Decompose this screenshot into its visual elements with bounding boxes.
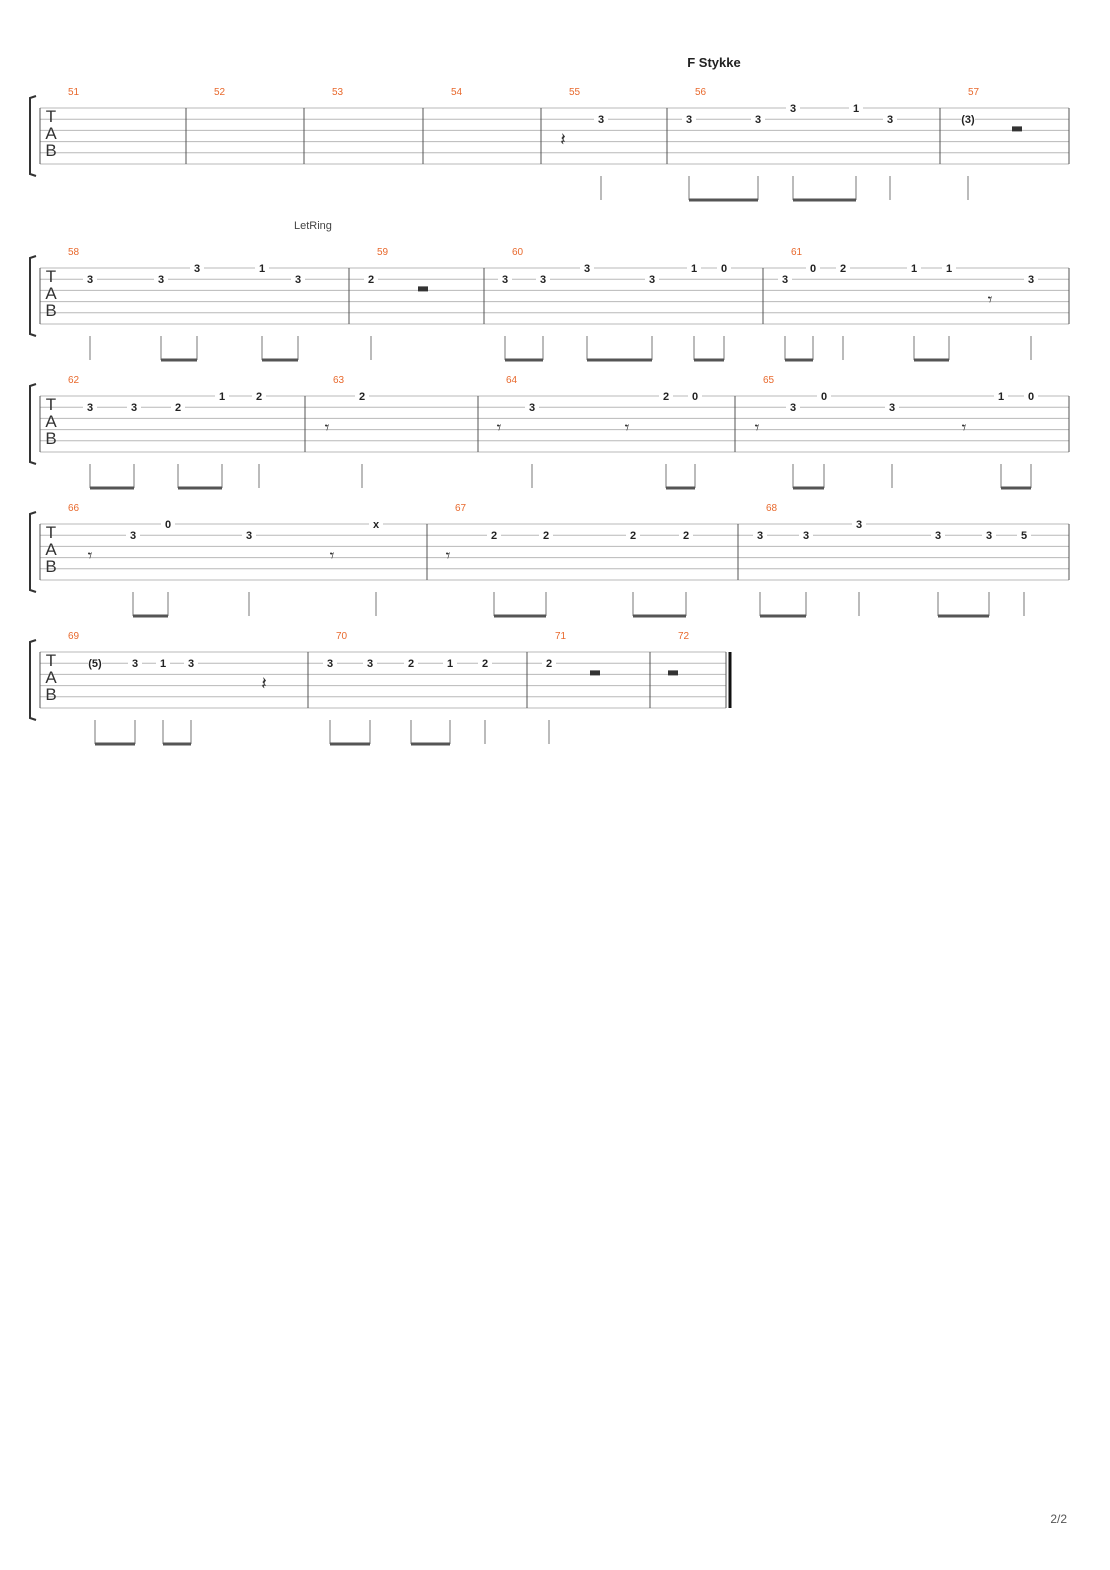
fret-number: 3 — [583, 263, 591, 275]
fret-number: 3 — [886, 114, 894, 127]
fret-number: 3 — [528, 402, 536, 415]
fret-number: 1 — [997, 391, 1005, 403]
tab-system — [30, 631, 730, 744]
fret-number: 1 — [258, 263, 266, 275]
fret-number: 3 — [539, 274, 547, 287]
fret-number: 2 — [255, 391, 263, 403]
fret-number: 3 — [597, 114, 605, 127]
fret-number: 1 — [690, 263, 698, 275]
tab-clef-letter: B — [45, 685, 57, 704]
rest-symbol: 𝄾 — [496, 417, 502, 439]
system-bracket — [30, 96, 36, 176]
fret-number: 3 — [326, 658, 334, 671]
fret-number: 3 — [934, 530, 942, 543]
fret-number: 2 — [839, 263, 847, 275]
tab-system — [30, 87, 1069, 200]
rest-symbol: 𝄾 — [87, 545, 93, 567]
fret-number: 3 — [789, 103, 797, 115]
half-rest — [668, 670, 678, 675]
fret-number: 3 — [781, 274, 789, 287]
section-title: F Stykke — [687, 55, 741, 70]
fret-number: 3 — [789, 402, 797, 415]
tab-clef-letter: B — [45, 557, 57, 576]
system-bracket — [30, 512, 36, 592]
measure-number: 69 — [68, 631, 80, 642]
rest-symbol: 𝄾 — [329, 545, 335, 567]
fret-number: 2 — [481, 658, 489, 671]
fret-number: (3) — [961, 114, 975, 127]
fret-number: x — [372, 519, 380, 531]
fret-number: 1 — [852, 103, 860, 115]
tab-clef-letter: A — [45, 412, 57, 431]
tab-clef-letter: A — [45, 284, 57, 303]
measure-number: 66 — [68, 503, 80, 514]
rest-symbol: 𝄽 — [261, 673, 267, 695]
fret-number: 3 — [685, 114, 693, 127]
measure-number: 53 — [332, 87, 344, 98]
fret-number: 3 — [501, 274, 509, 287]
fret-number: 3 — [888, 402, 896, 415]
fret-number: 2 — [682, 530, 690, 543]
measure-number: 56 — [695, 87, 707, 98]
fret-number: 3 — [754, 114, 762, 127]
fret-number: 2 — [629, 530, 637, 543]
fret-number: 0 — [1027, 391, 1035, 403]
fret-number: 3 — [294, 274, 302, 287]
tab-clef-letter: T — [45, 267, 57, 286]
fret-number: 3 — [129, 530, 137, 543]
half-rest — [418, 286, 428, 291]
fret-number: 3 — [131, 658, 139, 671]
measure-number: 68 — [766, 503, 778, 514]
half-rest — [590, 670, 600, 675]
fret-number: 1 — [945, 263, 953, 275]
measure-number: 65 — [763, 375, 775, 386]
measure-number: 64 — [506, 375, 518, 386]
rest-symbol: 𝄾 — [324, 417, 330, 439]
tab-clef-letter: T — [45, 107, 57, 126]
tab-clef-letter: T — [45, 523, 57, 542]
fret-number: 3 — [855, 519, 863, 531]
rest-symbol: 𝄾 — [624, 417, 630, 439]
fret-number: 0 — [720, 263, 728, 275]
measure-number: 71 — [555, 631, 567, 642]
tab-system — [30, 503, 1069, 616]
fret-number: 1 — [218, 391, 226, 403]
fret-number: 3 — [130, 402, 138, 415]
fret-number: 2 — [662, 391, 670, 403]
tab-clef-letter: A — [45, 540, 57, 559]
system-bracket — [30, 256, 36, 336]
fret-number: 2 — [367, 274, 375, 287]
measure-number: 57 — [968, 87, 980, 98]
fret-number: 3 — [756, 530, 764, 543]
fret-number: 3 — [86, 274, 94, 287]
fret-number: 1 — [159, 658, 167, 671]
tab-clef-letter: A — [45, 124, 57, 143]
fret-number: 1 — [910, 263, 918, 275]
fret-number: 3 — [245, 530, 253, 543]
fret-number: 2 — [174, 402, 182, 415]
measure-number: 60 — [512, 247, 524, 258]
measure-number: 72 — [678, 631, 690, 642]
fret-number: 3 — [187, 658, 195, 671]
fret-number: 0 — [164, 519, 172, 531]
fret-number: 2 — [545, 658, 553, 671]
system-bracket — [30, 640, 36, 720]
fret-number: 3 — [1027, 274, 1035, 287]
rest-symbol: 𝄾 — [961, 417, 967, 439]
tab-clef-letter: B — [45, 429, 57, 448]
rest-symbol: 𝄾 — [445, 545, 451, 567]
tab-system — [30, 375, 1069, 488]
let-ring-annotation: LetRing — [294, 220, 332, 232]
tab-clef-letter: B — [45, 141, 57, 160]
fret-number: 2 — [358, 391, 366, 403]
rest-symbol: 𝄾 — [754, 417, 760, 439]
page-number: 2/2 — [1050, 1512, 1067, 1526]
tab-clef-letter: A — [45, 668, 57, 687]
fret-number: 3 — [366, 658, 374, 671]
tab-system — [30, 247, 1069, 360]
tab-clef-letter: T — [45, 395, 57, 414]
measure-number: 70 — [336, 631, 348, 642]
tab-clef-letter: B — [45, 301, 57, 320]
fret-number: 0 — [820, 391, 828, 403]
measure-number: 54 — [451, 87, 463, 98]
measure-number: 62 — [68, 375, 80, 386]
fret-number: 3 — [648, 274, 656, 287]
fret-number: 1 — [446, 658, 454, 671]
rest-symbol: 𝄾 — [987, 289, 993, 311]
fret-number: 3 — [193, 263, 201, 275]
half-rest — [1012, 126, 1022, 131]
measure-number: 55 — [569, 87, 581, 98]
measure-number: 52 — [214, 87, 226, 98]
measure-number: 67 — [455, 503, 467, 514]
fret-number: 3 — [802, 530, 810, 543]
fret-number: 3 — [985, 530, 993, 543]
fret-number: 2 — [542, 530, 550, 543]
fret-number: 0 — [809, 263, 817, 275]
tab-clef-letter: T — [45, 651, 57, 670]
fret-number: 3 — [86, 402, 94, 415]
fret-number: 2 — [407, 658, 415, 671]
measure-number: 61 — [791, 247, 803, 258]
fret-number: 2 — [490, 530, 498, 543]
fret-number: 0 — [691, 391, 699, 403]
tab-systems — [30, 87, 1069, 744]
measure-number: 58 — [68, 247, 80, 258]
measure-number: 63 — [333, 375, 345, 386]
measure-number: 59 — [377, 247, 389, 258]
measure-number: 51 — [68, 87, 80, 98]
system-bracket — [30, 384, 36, 464]
rest-symbol: 𝄽 — [560, 129, 566, 151]
fret-number: (5) — [88, 658, 102, 671]
fret-number: 5 — [1020, 530, 1028, 543]
fret-number: 3 — [157, 274, 165, 287]
